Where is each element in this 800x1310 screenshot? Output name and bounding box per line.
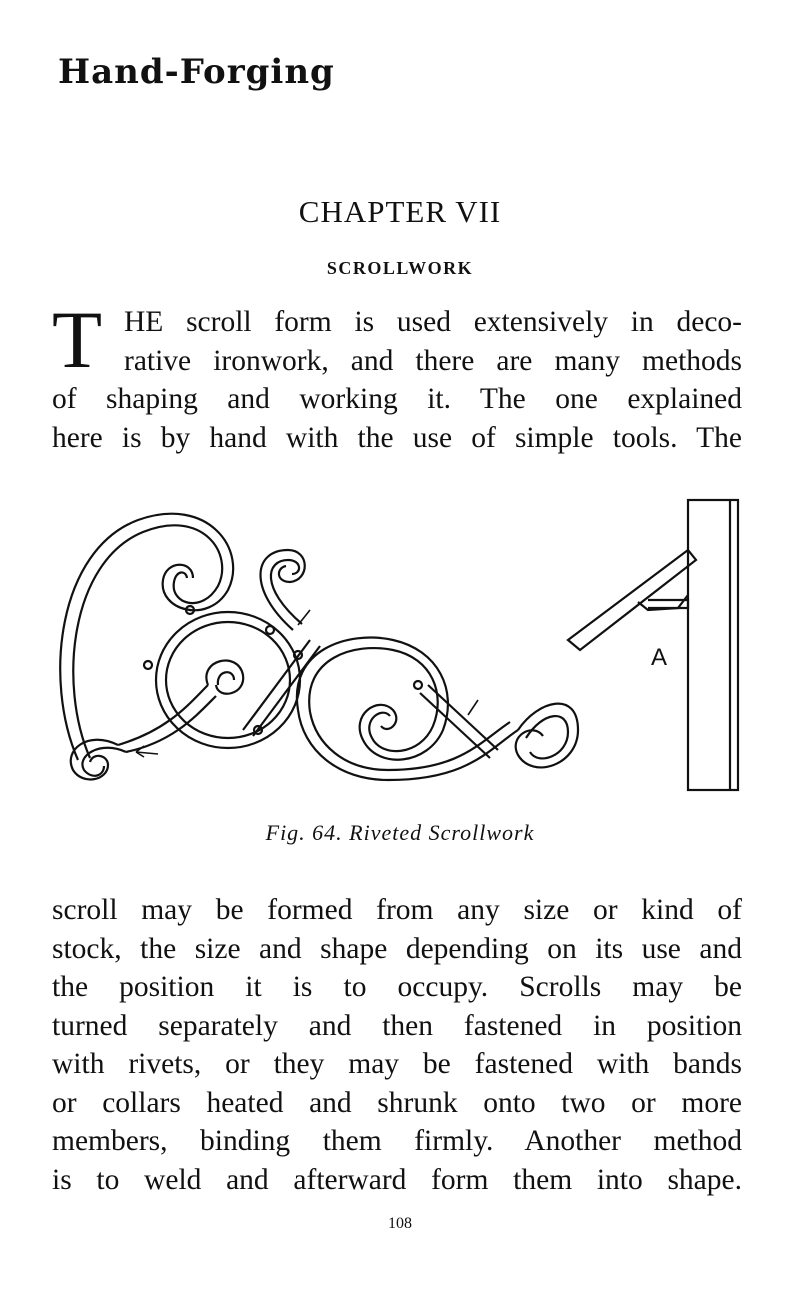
left-large-scroll [60,514,233,760]
middle-ring-scroll [156,612,300,748]
right-s-scroll [297,638,518,780]
paragraph-body [52,891,742,1199]
running-head: Hand-Forging [58,52,335,92]
text-line: with rivets, or they may be fastened with bands [52,1048,742,1080]
diagonal-bar [243,640,320,736]
text-line: members, binding them firmly. Another method [52,1125,742,1157]
chapter-title: CHAPTER VII [298,194,502,229]
text-line: here is by hand with the use of simple tools. The [52,421,742,454]
small-curl-top [261,550,305,630]
text-line: or collars heated and shrunk onto two or more [52,1086,742,1119]
scrollwork-illustration [48,490,748,800]
text-line: turned separately and then fastened in position [52,1009,742,1042]
text-line: the position it is to occupy. Scrolls may be [52,971,742,1003]
figure-label-a: A [651,644,668,671]
text-line: rative ironwork, and there are many methods [124,344,742,377]
text-line: is to weld and afterward form them into shape. [52,1163,742,1196]
small-curl-left [71,685,216,779]
text-line: scroll may be formed from any size or kind of [52,894,742,926]
section-title: SCROLLWORK [326,258,474,278]
drop-cap: T [52,294,103,385]
text-line: of shaping and working it. The one explained [52,383,742,415]
paragraph-intro [52,294,742,457]
page-number: 108 [388,1215,412,1232]
text-line: stock, the size and shape depending on its use and [52,932,742,965]
figure-caption: Fig. 64. Riveted Scrollwork [265,820,535,845]
text-line: HE scroll form is used extensively in deco- [124,306,742,338]
